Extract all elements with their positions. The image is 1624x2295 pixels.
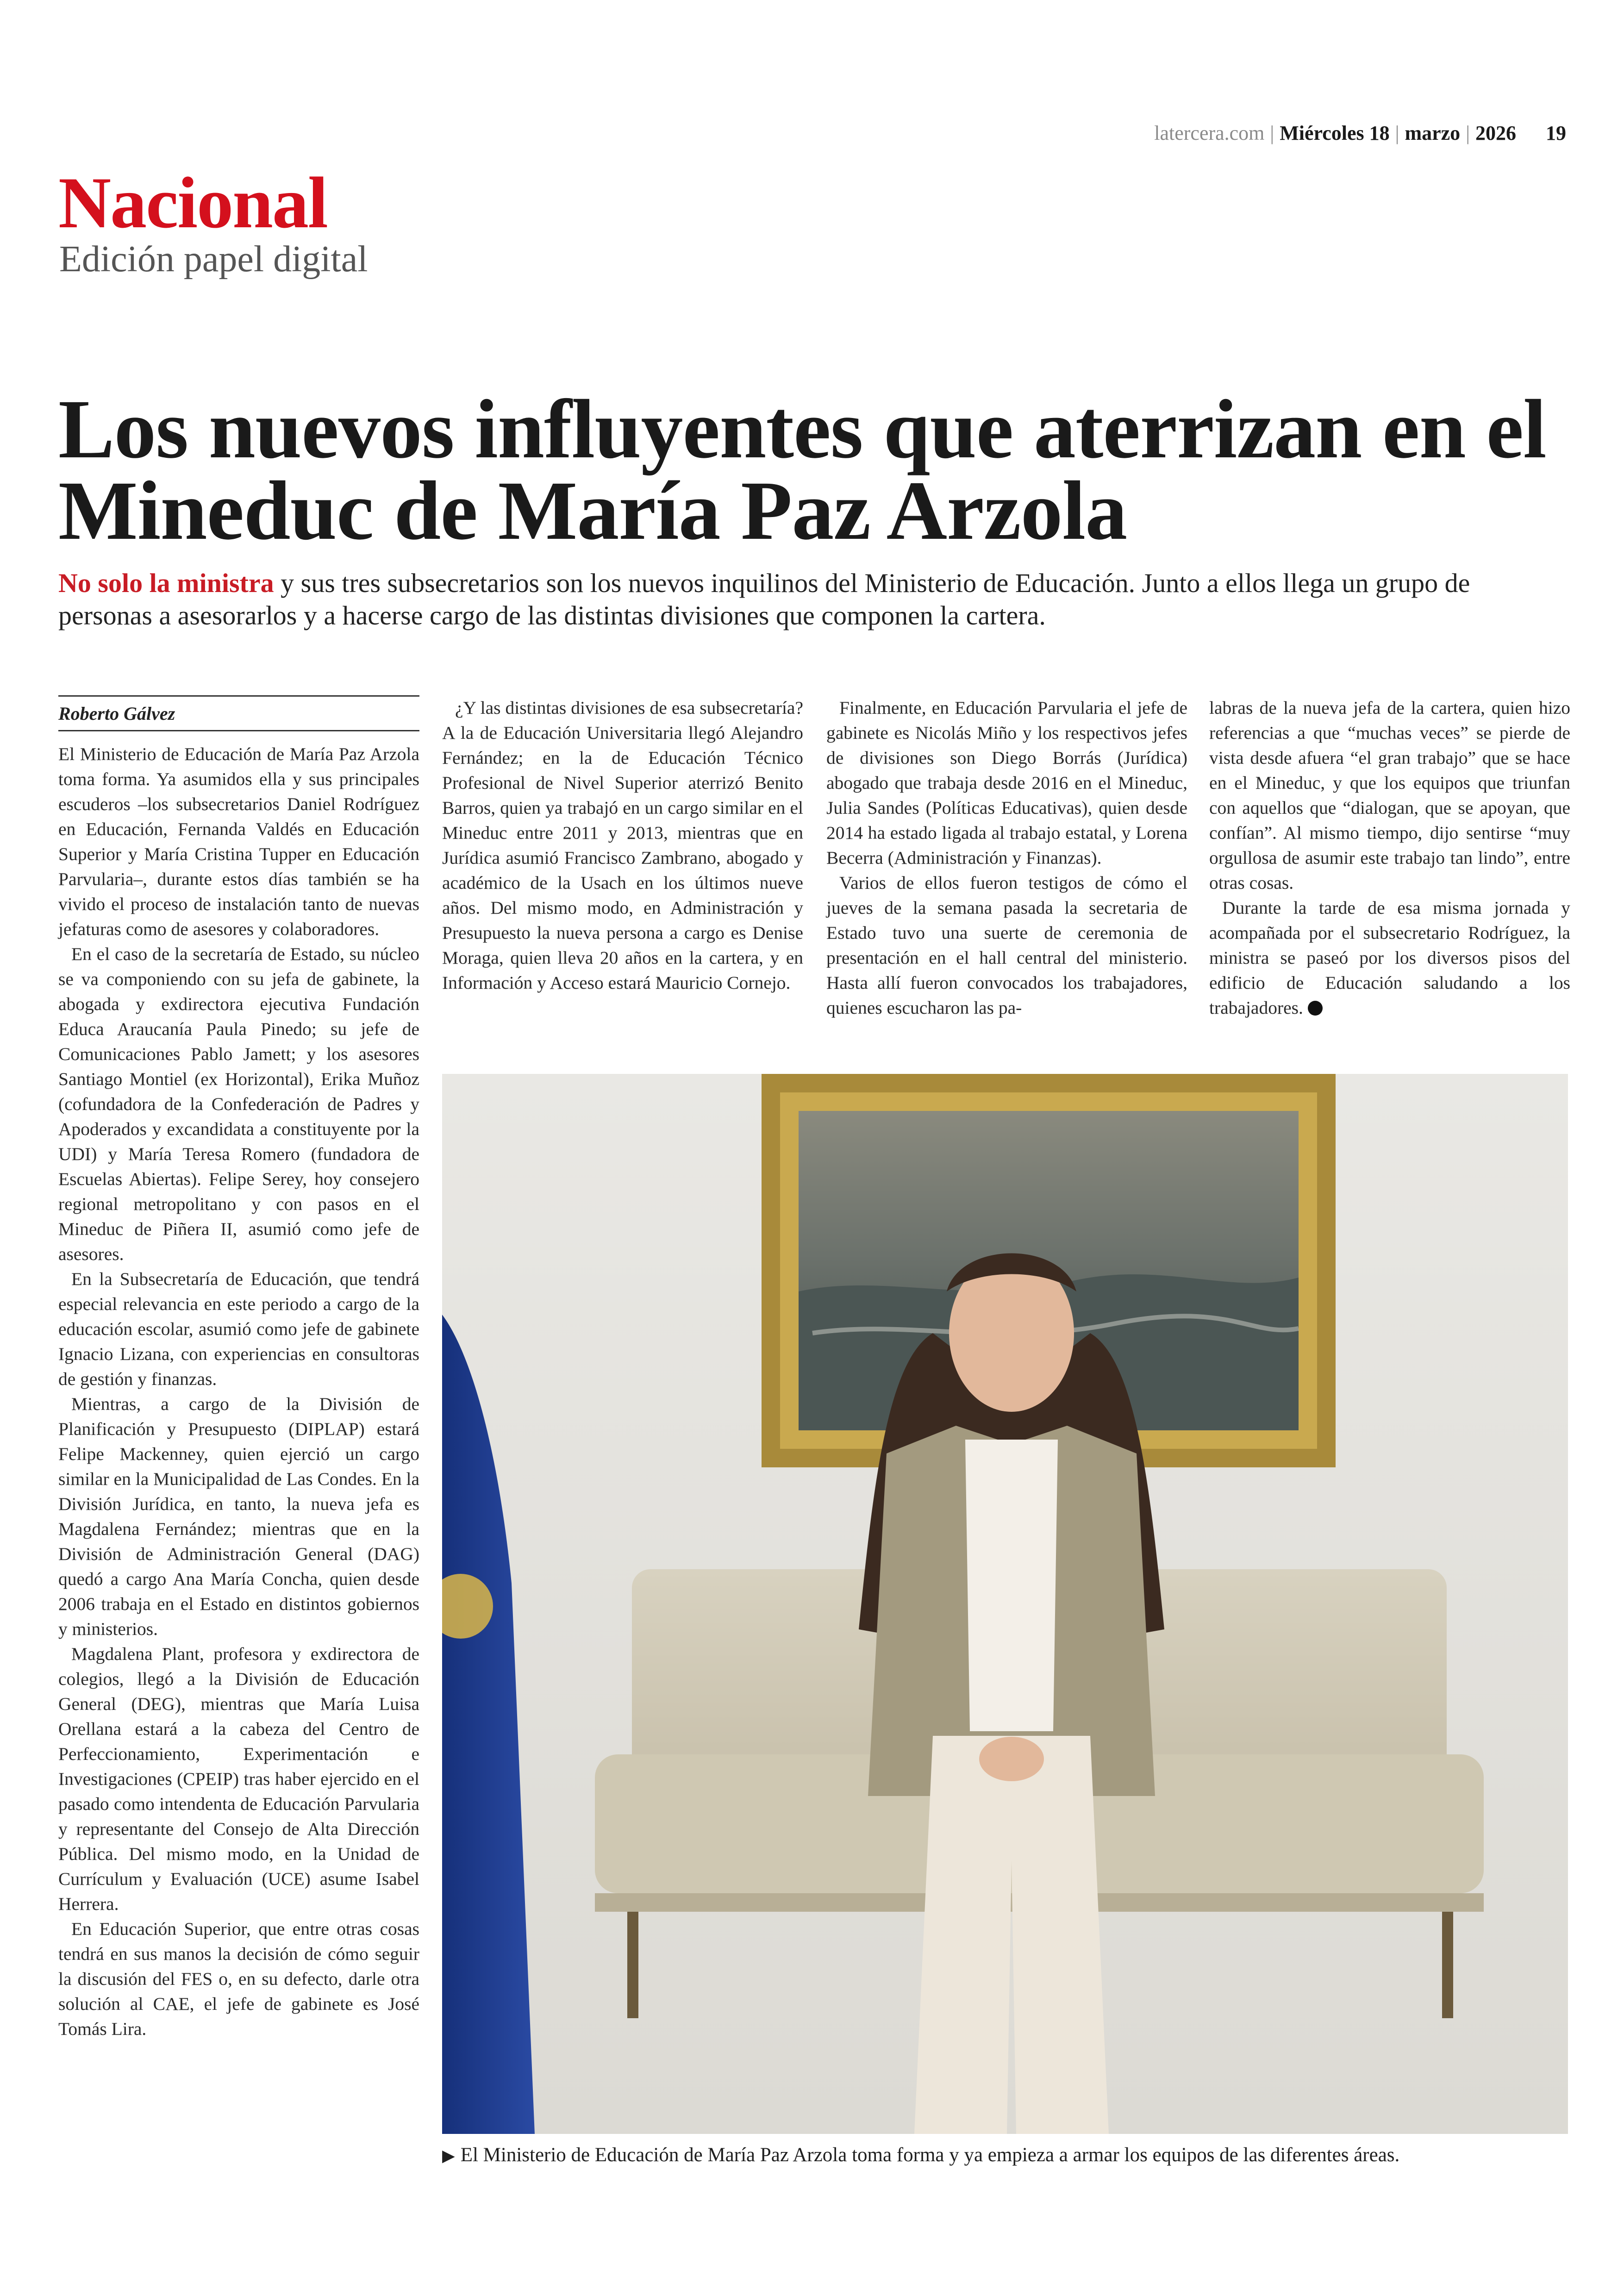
- date-year: 2026: [1475, 122, 1516, 144]
- paragraph: En la Subsecretaría de Educación, que tendrá especial relevancia en este periodo a cargo de la educación escolar, asumió como jefe de gabinete Ignacio Lizana, con experiencias en consultoras de gestión y finanzas.: [58, 1269, 419, 1389]
- end-of-article-icon: [1308, 1001, 1323, 1016]
- separator: |: [1270, 122, 1274, 144]
- separator: |: [1395, 122, 1399, 144]
- caption-text: El Ministerio de Educación de María Paz Arzola toma forma y ya empieza a armar los equipos de las diferentes áreas.: [460, 2144, 1400, 2166]
- closing-paragraph-text: Durante la tarde de esa misma jornada y acompañada por el subsecretario Rodríguez, la ministra se paseó por los diversos pisos del edificio de Educación saludando a los trabajadores.: [1209, 898, 1570, 1018]
- article-photo: [442, 1074, 1568, 2134]
- paragraph: labras de la nueva jefa de la cartera, quien hizo referencias a que “muchas veces” se pierde de vista desde afuera “el gran trabajo” que se hace en el Mineduc, y que los equipos que triunfan con aquellos que “dialogan, que se apoyan, que confían”. Al mismo tiempo, dijo sentirse “muy orgullosa de asumir este trabajo tan lindo”, entre otras cosas.: [1209, 698, 1570, 893]
- article-column-4: [1209, 695, 1570, 1020]
- article-column-2: [442, 695, 803, 995]
- article-column-1: [58, 695, 419, 2041]
- article-column-3: [826, 695, 1187, 1020]
- separator: |: [1466, 122, 1470, 144]
- paragraph: Mientras, a cargo de la División de Planificación y Presupuesto (DIPLAP) estará Felipe Mackenney, quien ejerció un cargo similar en la Municipalidad de Las Condes. En la División Jurídica, en tanto, la nueva jefa es Magdalena Fernández; mientras que en la División de Administración General (DAG) quedó a cargo Ana María Concha, quien desde 2006 trabaja en el Estado en distintos gobiernos y ministerios.: [58, 1394, 419, 1639]
- caption-arrow-icon: ▶: [442, 2146, 455, 2165]
- paragraph: En Educación Superior, que entre otras cosas tendrá en sus manos la decisión de cómo seguir la discusión del FES o, en su defecto, darle otra solución al CAE, el jefe de gabinete es José Tomás Lira.: [58, 1919, 419, 2039]
- photo-illustration: [442, 1074, 1568, 2134]
- byline: Roberto Gálvez: [58, 695, 419, 731]
- paragraph: [1209, 895, 1570, 1020]
- section-title: Nacional: [58, 162, 327, 243]
- standfirst-text: y sus tres subsecretarios son los nuevos inquilinos del Ministerio de Educación. Junto a ellos llega un grupo de personas a asesorarlos y a hacerse cargo de las distintas divisiones que componen la cartera.: [58, 568, 1470, 630]
- paragraph: ¿Y las distintas divisiones de esa subsecretaría? A la de Educación Universitaria llegó Alejandro Fernández; en la de Educación Técnico Profesional de Nivel Superior aterrizó Benito Barros, quien ya trabajó en un cargo similar en el Mineduc entre 2011 y 2013, mientras que en Jurídica asumió Francisco Zambrano, abogado y académico de la Usach en los últimos nueve años. Del mismo modo, en Administración y Presupuesto la nueva persona a cargo es Denise Moraga, quien lleva 20 años en la cartera, y en Información y Acceso estará Mauricio Cornejo.: [442, 698, 803, 993]
- page-number: 19: [1546, 122, 1566, 144]
- date-month: marzo: [1405, 122, 1461, 144]
- paragraph: El Ministerio de Educación de María Paz Arzola toma forma. Ya asumidos ella y sus principales escuderos –los subsecretarios Daniel Rodríguez en Educación, Fernanda Valdés en Educación Superior y María Cristina Tupper en Educación Parvularia–, durante estos días también se ha vivido el proceso de instalación tanto de nuevas jefaturas como de asesores y colaboradores.: [58, 744, 419, 939]
- standfirst-lead: No solo la ministra: [58, 568, 274, 598]
- headline: Los nuevos influyentes que aterrizan en el Mineduc de María Paz Arzola: [58, 383, 1546, 557]
- date-weekday-day: Miércoles 18: [1280, 122, 1390, 144]
- photo-caption: [442, 2143, 1568, 2168]
- site-name: latercera.com: [1154, 122, 1265, 144]
- paragraph: Finalmente, en Educación Parvularia el jefe de gabinete es Nicolás Miño y los respectivos jefes de divisiones son Diego Borrás (Jurídica) abogado que trabaja desde 2016 en el Mineduc, Julia Sandes (Políticas Educativas), quien desde 2014 ha estado ligada al trabajo estatal, y Lorena Becerra (Administración y Finanzas).: [826, 698, 1187, 868]
- paragraph: Varios de ellos fueron testigos de cómo el jueves de la semana pasada la secretaria de Estado tuvo una suerte de ceremonia de presentación en el hall central del ministerio. Hasta allí fueron convocados los trabajadores, quienes escucharon las pa-: [826, 873, 1187, 1018]
- section-subtitle: Edición papel digital: [59, 239, 368, 280]
- paragraph: Magdalena Plant, profesora y exdirectora de colegios, llegó a la División de Educación General (DEG), mientras que María Luisa Orellana estará a la cabeza del Centro de Perfeccionamiento, Experimentación e Investigaciones (CPEIP) tras haber ejercido en el pasado como intendenta de Educación Parvularia y representante del Consejo de Alta Dirección Pública. Del mismo modo, en la Unidad de Currículum y Evaluación (UCE) asume Isabel Herrera.: [58, 1644, 419, 1914]
- paragraph: En el caso de la secretaría de Estado, su núcleo se va componiendo con su jefa de gabinete, la abogada y exdirectora ejecutiva Fundación Educa Araucanía Paula Pinedo; su jefe de Comunicaciones Pablo Jamett; y los asesores Santiago Montiel (ex Horizontal), Erika Muñoz (cofundadora de la Confederación de Padres y Apoderados y excandidata a constituyente por la UDI) y María Teresa Romero (fundadora de Escuelas Abiertas). Felipe Serey, hoy consejero regional metropolitano y con pasos en el Mineduc de Piñera II, asumió como jefe de asesores.: [58, 944, 419, 1264]
- standfirst: [58, 567, 1540, 632]
- masthead-bar: [1154, 121, 1566, 145]
